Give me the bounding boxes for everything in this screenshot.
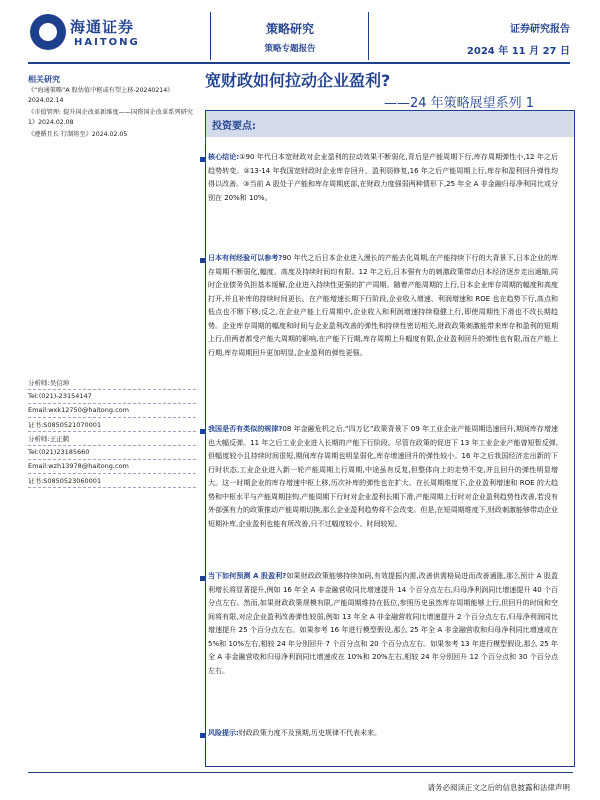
divider [28,417,196,418]
earnings-forecast-paragraph [208,570,558,678]
analyst-name: 分析师:王正鹤 [28,435,70,443]
report-category: 证券研究报告 [510,24,570,35]
risk-warning-paragraph [208,727,558,741]
report-subtitle: ——24 年策略展望系列 1 [384,96,535,111]
footer-rule [28,772,573,773]
report-type: 策略研究 [265,22,314,36]
paragraph-lead: 日本有何经验可以参考? [208,254,283,262]
divider [28,431,196,432]
report-subtype: 策略专题报告 [264,44,316,54]
paragraph-body: 90 年代之后日本企业进入漫长的产能去化周期,在产能持续下行的大背景下,日本企业的库存周期不断弱化,幅度、高度及持续时间均有限。12 年之后,日本强有力的刺激政策带动日本经济逐步走出通缩,同时企业债务负担基本缓解,企业进入持续性更强的扩产周期。随着产能周期的上行,日本企业库存周期的幅度和高度打开,并且补库的持续时间更长。在产能增速长期下行阶段,企业收入增速、利润增速和 ROE 也在趋势下行,高点和低点也不断下移;反之,在企业产能上行周期中,企业收入和利润增速持续稳健上行,即使周期性下滑也不改长期趋势。企业库存周期的幅度和时间与企业盈利改善的弹性和持续性密切相关,财政政策刺激能带来库存和盈利的短期上行,但两者都受产能大周期的影响,在产能下行期,库存周期上升幅度有限,企业盈利回升的弹性也有限,而在产能上行期,库存周期回升更加明显,企业盈利的弹性更强。 [208,254,558,357]
china-pattern-paragraph [208,423,558,531]
related-research-item[interactable]: 《遵循且长 行制将至》2024.02.05 [28,131,128,138]
divider [28,403,196,404]
paragraph-lead: 我国是否有类似的规律? [208,425,283,433]
logo-chinese-name: 海通证券 [70,18,135,36]
disclaimer-footer: 请务必阅读正文之后的信息披露和法律声明 [427,783,570,792]
report-title: 宽财政如何拉动企业盈利? [205,71,391,90]
report-date: 2024 年 11 月 27 日 [466,46,570,57]
bullet-square-icon [200,733,205,738]
divider [28,445,196,446]
related-research-item[interactable]: 《市值管理: 提升国企改革新维度——国资国企改革系列研究 1》2024.02.08 [28,109,193,126]
divider [28,459,196,460]
bullet-square-icon [200,258,205,263]
paragraph-body: ①90 年代日本宽财政对企业盈利的拉动效果不断弱化,背后是产能周期下行,库存周期弹性小,12 年之后趋势转变。②13-14 年我国宽财政时企业库存回升、盈利弱修复,16 年之后产能周期上行,库存和盈利回升弹性均得以改善。③当前 A 股处于产能和库存周期底部,在财政力度强弱两种情形下,25 年全 A 非金融归母净利同比或分别在 20%和 10%。 [208,153,558,202]
paragraph-body: 财政政策力度不及预期,历史规律不代表未来。 [238,729,382,737]
header-divider-left [210,12,211,60]
paragraph-body: 如果财政政策能够持续加码,有效提振内需,改善供需格局进而改善通胀,那么预计 A 股盈利增长将显著提升,例如 16 年全 A 非金融营收同比增速提升 14 个百分点左右,归母净利润同比增速提升 40 个百分点左右。然而,如果财政政策规模有限,产能周期维持在低位,参照历史虽然库存周期能够上行,但回升的时间和空间将有限,对应企业盈利改善弹性较弱,例如 13 年全 A 非金融营收同比增速提升 2 个百分点左右,归母净利润同比增速提升 25 个百分点左右。如果参考 16 年进行模型假设,那么 25 年全 A 非金融营收和归母净利同比增速或在 5%和 10%左右,相较 24 年分别回升 7 个百分点和 20 个百分点左右。如果参考 13 年进行模型假设,那么 25 年全 A 非金融营收和归母净利润同比增速或在 10%和 20%左右,相较 24 年分别回升 12 个百分点和 30 个百分点左右。 [208,572,558,675]
logo-english-name: HAITONG [74,37,140,48]
paragraph-lead: 核心结论: [208,153,240,161]
divider [28,389,196,390]
related-research-item[interactable]: 《“海通策略”A 股估值中枢或有望上移-20240214》2024.02.14 [28,87,174,104]
paragraph-body: 08 年金融危机之后,“四万亿”政策背景下 09 年工业企业产能周期迅速回升,期间库存增速也大幅反弹。11 年之后工业企业进入长期的产能下行阶段。尽管在政策的促进下 13 年工业企业产能曾短暂反弹,但幅度较小且持续时间很短,期间库存周期也明显弱化,库存增速回升的弹性较小。16 年之后我国经济走出新的下行时状态,工业企业进入新一轮产能周期上行周期,中途虽有反复,但整体向上的走势不变,并且回升的弹性明显增大。这一时期企业的库存增速中枢上移,历次补库的弹性也在扩大。在长周期维度下,企业盈利增速和 ROE 的大趋势和中枢水平与产能周期挂钩,产能周期下行时对企业盈利长期下滑,产能周期上行时对企业盈利趋势性改善,若没有外部强有力的政策推动产能周期切换,那么企业盈利趋势将不会改变。但是,在短周期维度下,财政刺激能够带动企业短期补库,企业盈利也能有所改善,只不过幅度较小、时间较短。 [208,425,558,528]
key-conclusion-paragraph [208,151,558,205]
related-research-heading: 相关研究 [28,75,60,84]
divider [28,473,196,474]
analyst-name: 分析师:吴信坤 [28,379,70,387]
analyst-cert: 证书:S0850521070001 [28,421,102,429]
japan-experience-paragraph [208,252,558,360]
analyst-email[interactable]: Email:wxk12750@haitong.com [28,406,129,414]
divider [28,487,196,488]
header-rule [28,62,570,64]
analyst-phone: Tel:(021)-23154147 [28,392,92,400]
investment-points-header-bar [206,111,574,137]
analyst-phone: Tel:(021)23185660 [28,448,90,456]
header-divider-right [368,12,369,60]
company-logo [28,12,140,58]
analyst-email[interactable]: Email:wzh13978@haitong.com [28,462,129,470]
bullet-square-icon [200,157,205,162]
analyst-cert: 证书:S0850523060001 [28,477,102,485]
logo-mark-icon [30,14,66,50]
investment-points-heading: 投资要点: [212,121,256,132]
paragraph-lead: 风险提示: [208,729,239,737]
paragraph-lead: 当下如何预测 A 股盈利? [208,572,287,580]
bullet-square-icon [200,576,205,581]
bullet-square-icon [200,429,205,434]
